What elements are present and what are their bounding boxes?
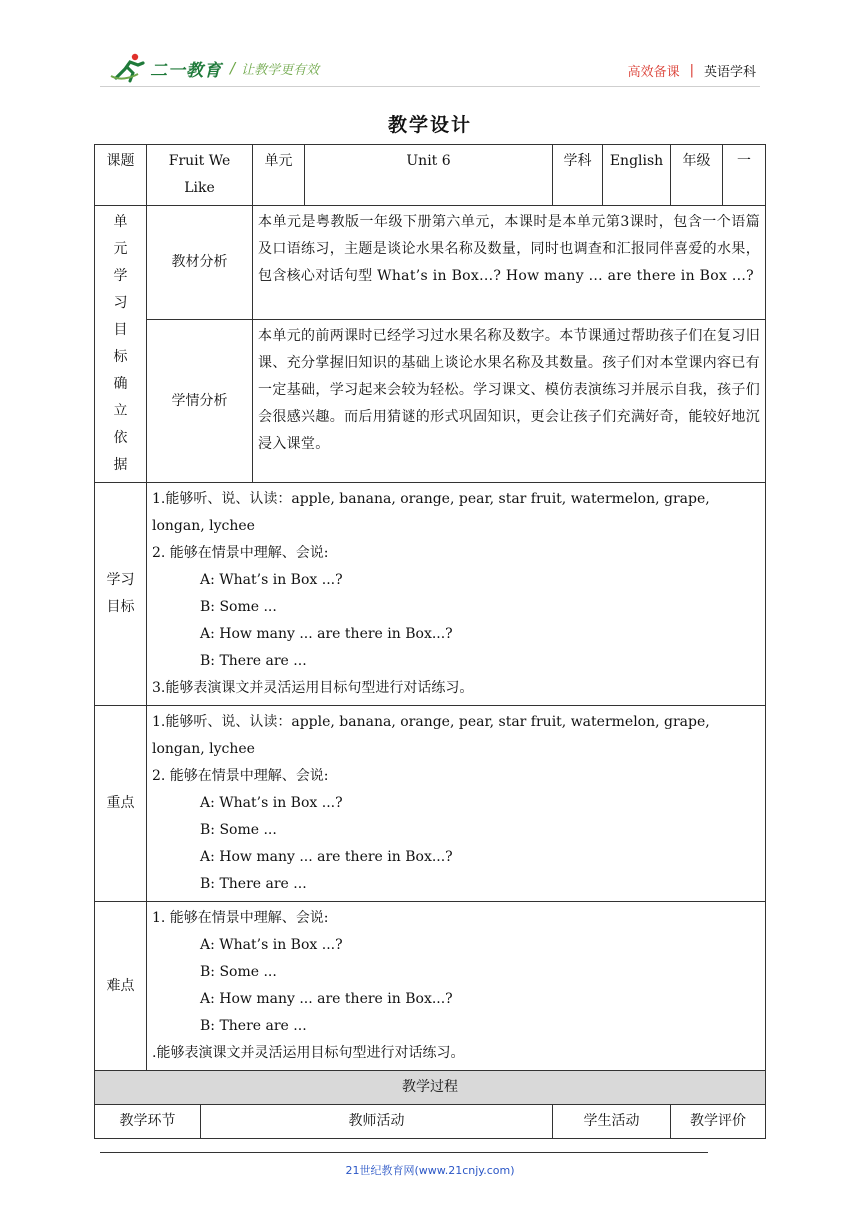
footer-source: 21世纪教育网(www.21cnjy.com) xyxy=(345,1164,515,1177)
basis-char: 立 xyxy=(113,403,128,419)
basis-char: 元 xyxy=(113,241,128,257)
dialogue-line: A: How many ... are there in Box...? xyxy=(200,626,453,642)
logo-name: 二一教育 xyxy=(150,60,222,81)
difficulties-label-cell xyxy=(95,902,147,1071)
key-points-label-cell xyxy=(95,706,147,902)
objectives-content-cell xyxy=(147,483,766,706)
basis-char: 习 xyxy=(113,295,128,311)
lesson-label-cell xyxy=(95,145,147,206)
difficulties-label: 难点 xyxy=(106,977,135,994)
dialogue-line: B: Some ... xyxy=(200,964,277,980)
process-title-row xyxy=(95,1071,766,1105)
process-col-teacher-label: 教师活动 xyxy=(348,1113,405,1129)
footer-divider-line xyxy=(100,1152,708,1153)
header-subject-info xyxy=(628,61,756,80)
student-text-cell xyxy=(253,320,766,483)
basis-char: 标 xyxy=(113,349,128,365)
subject-label-cell xyxy=(553,145,603,206)
difficulty-item-1: 1. 能够在情景中理解、会说: xyxy=(152,910,329,926)
process-title-cell xyxy=(95,1071,766,1105)
student-label: 学情分析 xyxy=(171,392,228,409)
lesson-value-cell xyxy=(147,145,253,206)
student-label-cell xyxy=(147,320,253,483)
dialogue-line: A: What’s in Box ...? xyxy=(200,572,343,588)
key-points-label: 重点 xyxy=(106,795,135,811)
objectives-label-line2: 目标 xyxy=(106,599,135,615)
page-header xyxy=(0,0,860,90)
objective-item-3: 3.能够表演课文并灵活运用目标句型进行对话练习。 xyxy=(152,680,474,696)
dialogue-line: B: There are ... xyxy=(200,1018,307,1034)
material-label-cell xyxy=(147,206,253,320)
dialogue-line: B: There are ... xyxy=(200,653,307,669)
subject-value: English xyxy=(609,153,664,169)
basis-char: 学 xyxy=(113,268,128,284)
unit-label-cell xyxy=(253,145,305,206)
logo-slogan: 让教学更有效 xyxy=(241,62,320,78)
key-points-content-cell xyxy=(147,706,766,902)
document-title: 教学设计 xyxy=(387,114,472,136)
basis-char: 单 xyxy=(113,214,128,230)
process-col-evaluation xyxy=(671,1105,766,1139)
dialogue-line: A: What’s in Box ...? xyxy=(200,937,343,953)
objectives-row xyxy=(95,483,766,706)
objective-item-1: 1.能够听、说、认读：apple, banana, orange, pear, star fruit, watermelon, grape, longan, lychee xyxy=(152,491,710,534)
info-row xyxy=(95,145,766,206)
key-point-item-2: 2. 能够在情景中理解、会说: xyxy=(152,768,329,784)
process-col-student-label: 学生活动 xyxy=(583,1113,640,1129)
grade-label-cell xyxy=(671,145,723,206)
header-divider-line xyxy=(100,86,760,87)
process-col-student xyxy=(553,1105,671,1139)
subject-label: 学科 xyxy=(563,153,592,169)
lesson-plan-table xyxy=(94,144,766,1139)
student-text: 本单元的前两课时已经学习过水果名称及数字。本节课通过帮助孩子们在复习旧课、充分掌握旧知识的基础上谈论水果名称及其数量。孩子们对本堂课内容已有一定基础，学习起来会较为轻松。学习课文、模仿表演练习并展示自我，孩子们会很感兴趣。而后用猜谜的形式巩固知识，更会让孩子们充满好奇，能较好地沉浸入课堂。 xyxy=(258,328,761,453)
process-col-stage xyxy=(95,1105,201,1139)
difficulty-item-2: .能够表演课文并灵活运用目标句型进行对话练习。 xyxy=(152,1045,465,1061)
process-col-evaluation-label: 教学评价 xyxy=(690,1113,747,1129)
dialogue-line: B: Some ... xyxy=(200,822,277,838)
difficulties-row xyxy=(95,902,766,1071)
unit-value: Unit 6 xyxy=(406,153,451,169)
runner-logo-icon xyxy=(108,52,148,84)
logo-divider: / xyxy=(230,59,236,77)
dialogue-line: A: How many ... are there in Box...? xyxy=(200,991,453,1007)
material-label: 教材分析 xyxy=(171,254,228,271)
objectives-label-line1: 学习 xyxy=(106,572,135,588)
process-col-stage-label: 教学环节 xyxy=(119,1113,176,1129)
dialogue-line: B: There are ... xyxy=(200,876,307,892)
header-tag-subject: 英语学科 xyxy=(703,65,756,80)
basis-label-cell xyxy=(95,206,147,483)
key-point-item-1: 1.能够听、说、认读：apple, banana, orange, pear, star fruit, watermelon, grape, longan, lychee xyxy=(152,714,710,757)
unit-value-cell xyxy=(305,145,553,206)
objective-item-2: 2. 能够在情景中理解、会说: xyxy=(152,545,329,561)
basis-char: 据 xyxy=(113,457,128,473)
basis-char: 依 xyxy=(113,430,128,446)
material-analysis-row xyxy=(95,206,766,320)
header-separator: | xyxy=(689,63,694,78)
brand-logo xyxy=(108,52,319,84)
dialogue-line: A: What’s in Box ...? xyxy=(200,795,343,811)
key-points-row xyxy=(95,706,766,902)
process-col-teacher xyxy=(201,1105,553,1139)
grade-label: 年级 xyxy=(682,153,711,169)
lesson-value-line2: Like xyxy=(184,180,215,196)
header-tag-prep: 高效备课 xyxy=(627,65,680,80)
lesson-label: 课题 xyxy=(106,153,135,169)
process-title: 教学过程 xyxy=(402,1079,458,1095)
dialogue-line: A: How many ... are there in Box...? xyxy=(200,849,453,865)
basis-char: 目 xyxy=(113,322,128,338)
material-text-cell xyxy=(253,206,766,320)
lesson-value-line1: Fruit We xyxy=(168,153,231,169)
grade-value-cell xyxy=(723,145,766,206)
grade-value: 一 xyxy=(737,153,752,169)
objectives-label-cell xyxy=(95,483,147,706)
basis-char: 确 xyxy=(113,376,128,392)
dialogue-line: B: Some ... xyxy=(200,599,277,615)
process-header-row xyxy=(95,1105,766,1139)
subject-value-cell xyxy=(603,145,671,206)
difficulties-content-cell xyxy=(147,902,766,1071)
unit-label: 单元 xyxy=(264,153,293,169)
material-text: 本单元是粤教版一年级下册第六单元，本课时是本单元第3课时，包含一个语篇及口语练习，主题是谈论水果名称及数量，同时也调查和汇报同伴喜爱的水果，包含核心对话句型 What’s in Box...? How many ... are there in Box ...? xyxy=(258,214,761,284)
student-analysis-row xyxy=(95,320,766,483)
